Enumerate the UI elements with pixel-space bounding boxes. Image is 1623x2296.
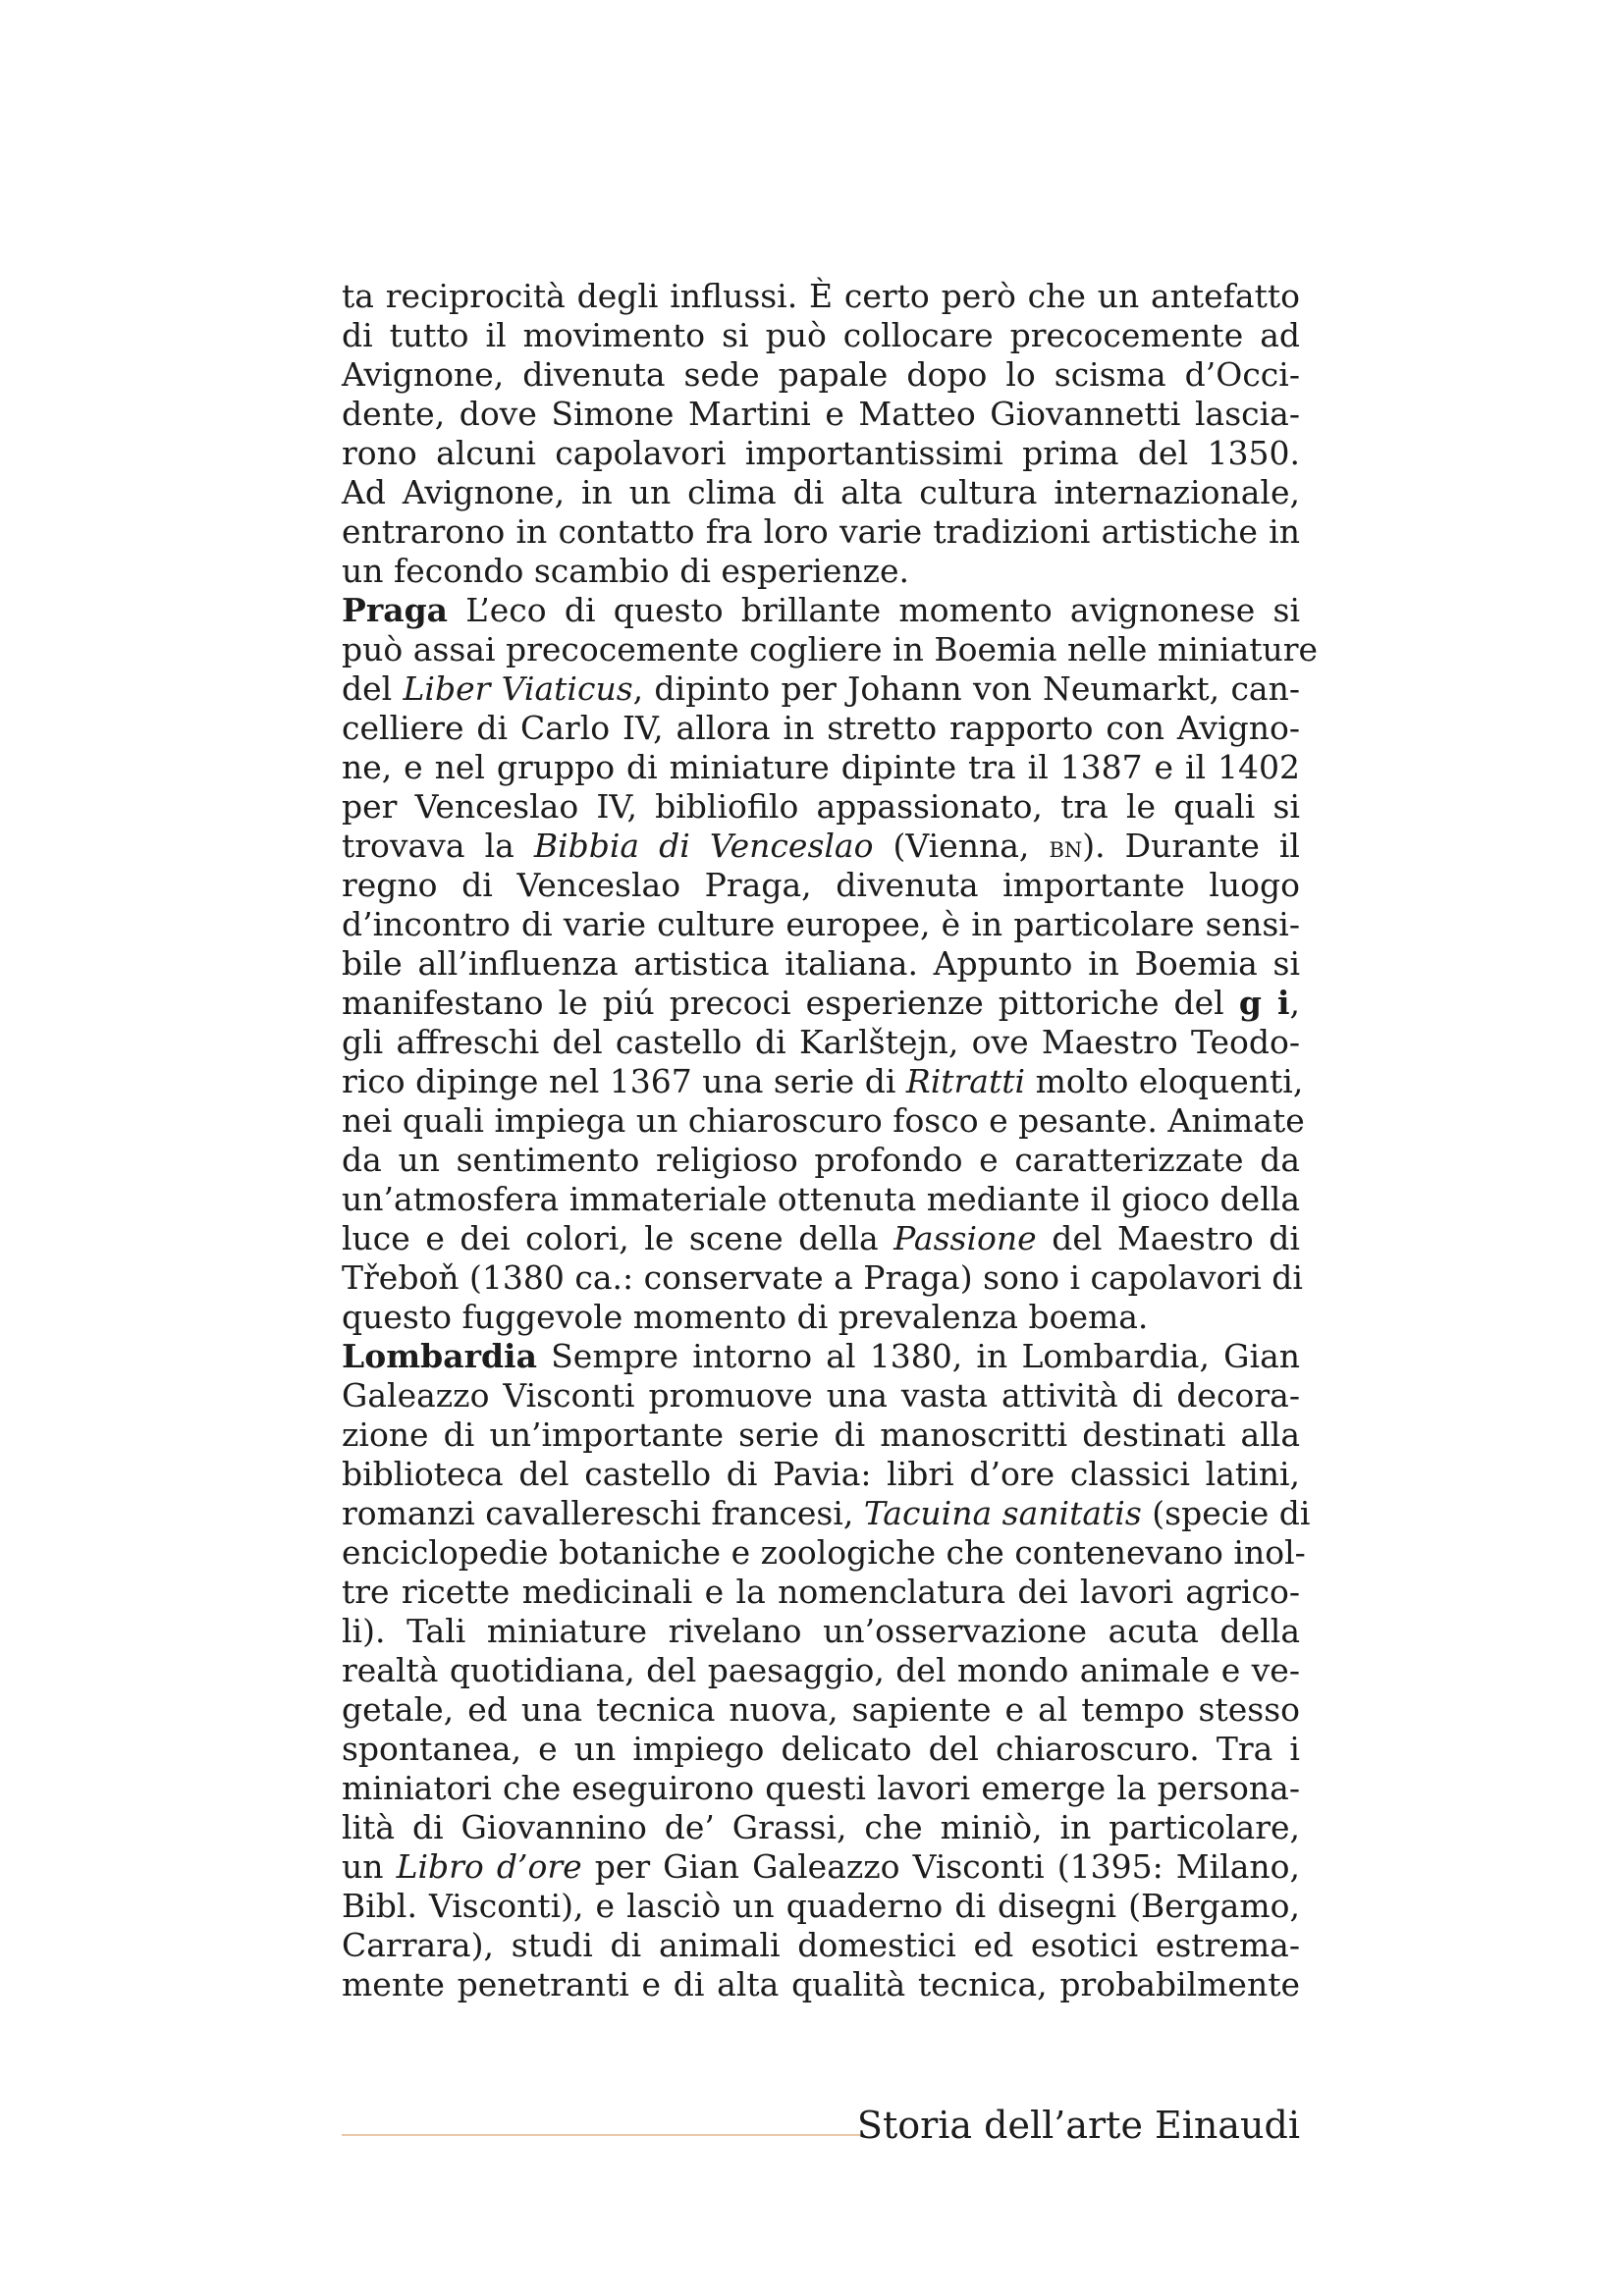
text-line: nei quali impiega un chiaroscuro fosco e pesante. Animate xyxy=(342,1101,1305,1140)
section-heading: Lombardia xyxy=(342,1337,537,1375)
text-line: miniatori che eseguirono questi lavori emerge la persona- xyxy=(342,1769,1300,1807)
text-line: dente, dove Simone Martini e Matteo Giovannetti lascia- xyxy=(342,395,1300,433)
text-line: Carrara), studi di animali domestici ed esotici estrema- xyxy=(342,1926,1300,1964)
text-line: un fecondo scambio di esperienze. xyxy=(342,552,910,590)
text-line: un Libro d’ore per Gian Galeazzo Visconti (1395: Milano, xyxy=(342,1847,1300,1886)
italic-title: Passione xyxy=(893,1219,1037,1257)
text-line: per Venceslao IV, bibliofilo appassionato, tra le quali si xyxy=(342,787,1300,826)
text-line: romanzi cavallereschi francesi, Tacuina sanitatis (specie di xyxy=(342,1494,1311,1532)
text-line: tre ricette medicinali e la nomenclatura dei lavori agrico- xyxy=(342,1573,1300,1611)
text-line: bile all’influenza artistica italiana. Appunto in Boemia si xyxy=(342,944,1300,983)
bold-reference: g i xyxy=(1238,984,1290,1022)
text-line: Ad Avignone, in un clima di alta cultura internazionale, xyxy=(342,473,1300,511)
abbreviation: bn xyxy=(1049,830,1083,865)
text-line: entrarono in contatto fra loro varie tradizioni artistiche in xyxy=(342,512,1300,551)
text-line: zione di un’importante serie di manoscritti destinati alla xyxy=(342,1415,1300,1454)
text-line: li). Tali miniature rivelano un’osservazione acuta della xyxy=(342,1612,1300,1650)
italic-title: Ritratti xyxy=(905,1062,1026,1100)
text-line: di tutto il movimento si può collocare precocemente ad xyxy=(342,316,1300,354)
text-line: getale, ed una tecnica nuova, sapiente e al tempo stesso xyxy=(342,1690,1300,1729)
text-line: Praga L’eco di questo brillante momento avignonese si xyxy=(342,591,1300,629)
text-line: spontanea, e un impiego delicato del chiaroscuro. Tra i xyxy=(342,1730,1300,1768)
italic-title: Libro d’ore xyxy=(396,1847,582,1886)
text-line: enciclopedie botaniche e zoologiche che contenevano inol- xyxy=(342,1533,1306,1572)
section-heading: Praga xyxy=(342,591,449,629)
text-line: Třeboň (1380 ca.: conservate a Praga) sono i capolavori di xyxy=(342,1258,1303,1297)
text-line: realtà quotidiana, del paesaggio, del mondo animale e ve- xyxy=(342,1651,1300,1689)
text-line: rico dipinge nel 1367 una serie di Ritratti molto eloquenti, xyxy=(342,1062,1304,1100)
text-line: ne, e nel gruppo di miniature dipinte tra il 1387 e il 1402 xyxy=(342,748,1300,786)
text-line: biblioteca del castello di Pavia: libri d’ore classici latini, xyxy=(342,1455,1300,1493)
italic-title: Tacuina sanitatis xyxy=(863,1494,1142,1532)
text-line: celliere di Carlo IV, allora in stretto rapporto con Avigno- xyxy=(342,709,1300,747)
text-line: mente penetranti e di alta qualità tecnica, probabilmente xyxy=(342,1965,1300,2003)
text-line: manifestano le piú precoci esperienze pittoriche del g i, xyxy=(342,984,1300,1022)
italic-title: Bibbia di Venceslao xyxy=(533,827,874,865)
footer-title: Storia dell’arte Einaudi xyxy=(856,2104,1300,2147)
text-line: regno di Venceslao Praga, divenuta importante luogo xyxy=(342,866,1300,904)
text-line: può assai precocemente cogliere in Boemia nelle miniature xyxy=(342,630,1319,668)
text-line: rono alcuni capolavori importantissimi prima del 1350. xyxy=(342,434,1300,472)
text-line: Bibl. Visconti), e lasciò un quaderno di disegni (Bergamo, xyxy=(342,1887,1300,1925)
text-line: da un sentimento religioso profondo e caratterizzate da xyxy=(342,1141,1300,1179)
text-line: trovava la Bibbia di Venceslao (Vienna, bn). Durante il xyxy=(342,827,1300,865)
footer-rule xyxy=(342,2134,862,2136)
text-line: del Liber Viaticus, dipinto per Johann von Neumarkt, can- xyxy=(342,669,1301,708)
text-line: ta reciprocità degli influssi. È certo però che un antefatto xyxy=(342,277,1300,315)
page-footer xyxy=(342,2101,1300,2150)
text-line: questo fuggevole momento di prevalenza boema. xyxy=(342,1298,1149,1336)
text-line: Lombardia Sempre intorno al 1380, in Lombardia, Gian xyxy=(342,1337,1300,1375)
text-line: luce e dei colori, le scene della Passione del Maestro di xyxy=(342,1219,1300,1257)
text-line: un’atmosfera immateriale ottenuta mediante il gioco della xyxy=(342,1180,1300,1218)
text-line: Avignone, divenuta sede papale dopo lo scisma d’Occi- xyxy=(342,355,1300,394)
text-line: gli affreschi del castello di Karlštejn, ove Maestro Teodo- xyxy=(342,1023,1300,1061)
text-line: lità di Giovannino de’ Grassi, che miniò, in particolare, xyxy=(342,1808,1300,1846)
text-line: d’incontro di varie culture europee, è in particolare sensi- xyxy=(342,905,1300,943)
text-line: Galeazzo Visconti promuove una vasta attività di decora- xyxy=(342,1376,1300,1415)
italic-title: Liber Viaticus xyxy=(403,669,633,708)
body-text xyxy=(342,277,1319,2004)
